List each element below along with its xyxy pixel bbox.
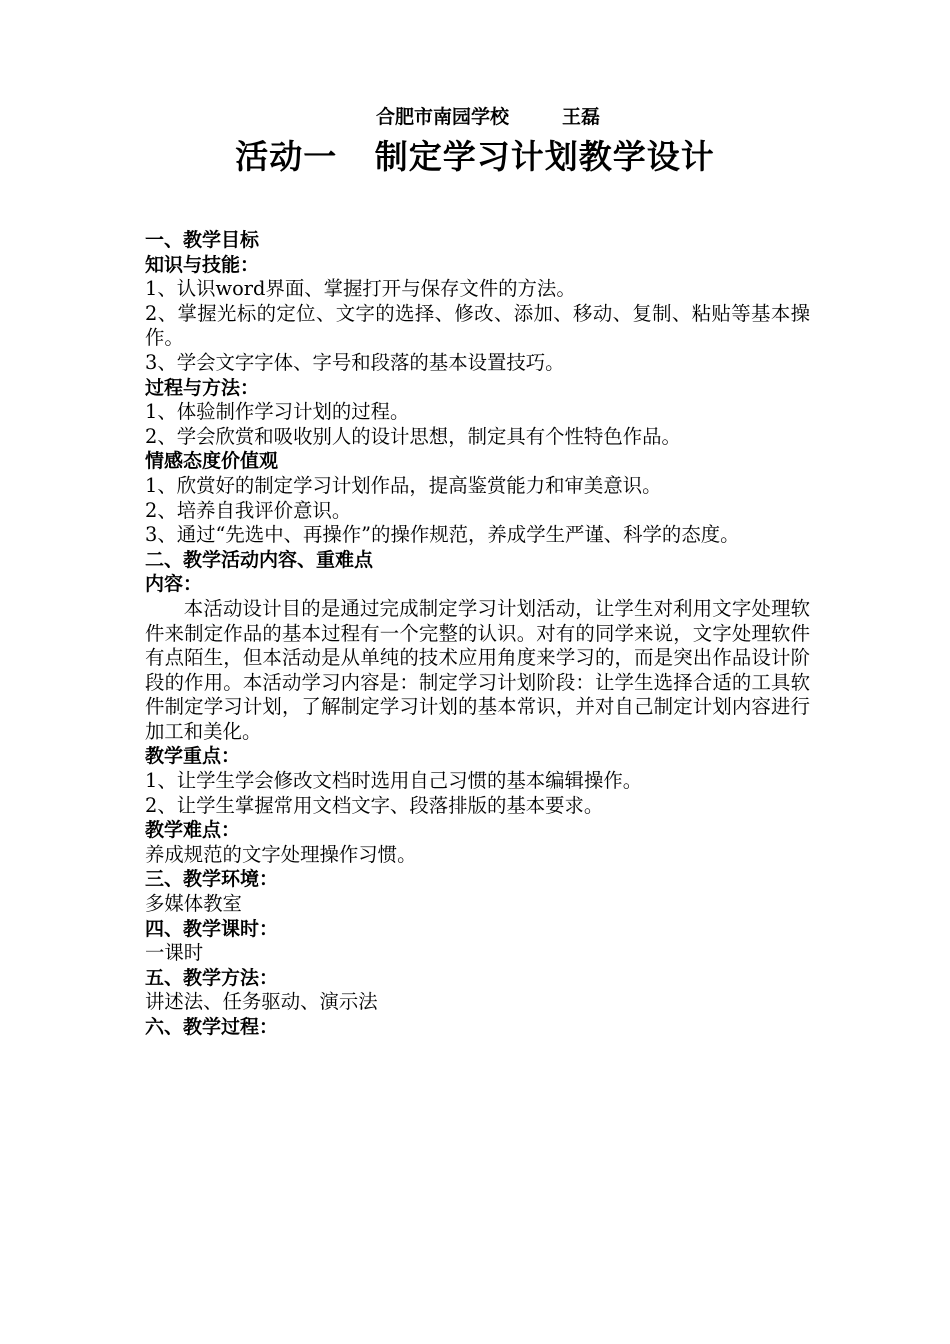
knowledge-item-3: 3、学会文字字体、字号和段落的基本设置技巧。 bbox=[145, 350, 565, 374]
class-hours-text: 一课时 bbox=[145, 941, 204, 965]
section-heading-environment: 三、教学环境： bbox=[145, 868, 279, 891]
environment-text: 多媒体教室 bbox=[145, 892, 242, 916]
section-heading-content: 二、教学活动内容、重难点 bbox=[145, 548, 374, 571]
key-item-1: 1、让学生学会修改文档时选用自己习惯的基本编辑操作。 bbox=[145, 769, 643, 793]
key-item-2: 2、让学生掌握常用文档文字、段落排版的基本要求。 bbox=[145, 793, 604, 817]
school-author-line: 合肥市南园学校 王磊 bbox=[376, 106, 600, 128]
process-item-2: 2、学会欣赏和吸收别人的设计思想，制定具有个性特色作品。 bbox=[145, 424, 681, 448]
subheading-knowledge-skills: 知识与技能： bbox=[145, 253, 260, 276]
subheading-key-points: 教学重点： bbox=[145, 745, 241, 768]
process-item-1: 1、体验制作学习计划的过程。 bbox=[145, 400, 410, 424]
document-title: 活动一 制定学习计划教学设计 bbox=[235, 137, 715, 176]
document-body bbox=[145, 228, 810, 1040]
section-heading-objectives: 一、教学目标 bbox=[145, 229, 260, 251]
subheading-attitude-values: 情感态度价值观 bbox=[145, 450, 279, 473]
attitude-item-3: 3、通过“先选中、再操作”的操作规范，养成学生严谨、科学的态度。 bbox=[145, 523, 740, 547]
attitude-item-1: 1、欣赏好的制定学习计划作品，提高鉴赏能力和审美意识。 bbox=[145, 473, 662, 497]
knowledge-item-2: 2、掌握光标的定位、文字的选择、修改、添加、移动、复制、粘贴等基本操作。 bbox=[145, 301, 810, 350]
knowledge-item-1: 1、认识word界面、掌握打开与保存文件的方法。 bbox=[145, 277, 576, 301]
subheading-process-methods: 过程与方法： bbox=[145, 376, 260, 399]
section-heading-process: 六、教学过程： bbox=[145, 1016, 279, 1038]
content-paragraph: 本活动设计目的是通过完成制定学习计划活动，让学生对利用文字处理软件来制定作品的基本过程有一个完整的认识。对有的同学来说，文字处理软件有点陌生，但本活动是从单纯的技术应用角度来学习的，而是突出作品设计阶段的作用。本活动学习内容是：制定学习计划阶段：让学生选择合适的工具软件制定学习计划，了解制定学习计划的基本常识，并对自己制定计划内容进行加工和美化。 bbox=[145, 596, 810, 743]
subheading-content: 内容： bbox=[145, 573, 203, 596]
methods-text: 讲述法、任务驱动、演示法 bbox=[145, 990, 378, 1014]
section-heading-class-hours: 四、教学课时： bbox=[145, 917, 279, 940]
section-heading-methods: 五、教学方法： bbox=[145, 966, 279, 989]
subheading-difficulty: 教学难点： bbox=[145, 819, 241, 842]
attitude-item-2: 2、培养自我评价意识。 bbox=[145, 498, 352, 522]
difficulty-text: 养成规范的文字处理操作习惯。 bbox=[145, 842, 417, 866]
